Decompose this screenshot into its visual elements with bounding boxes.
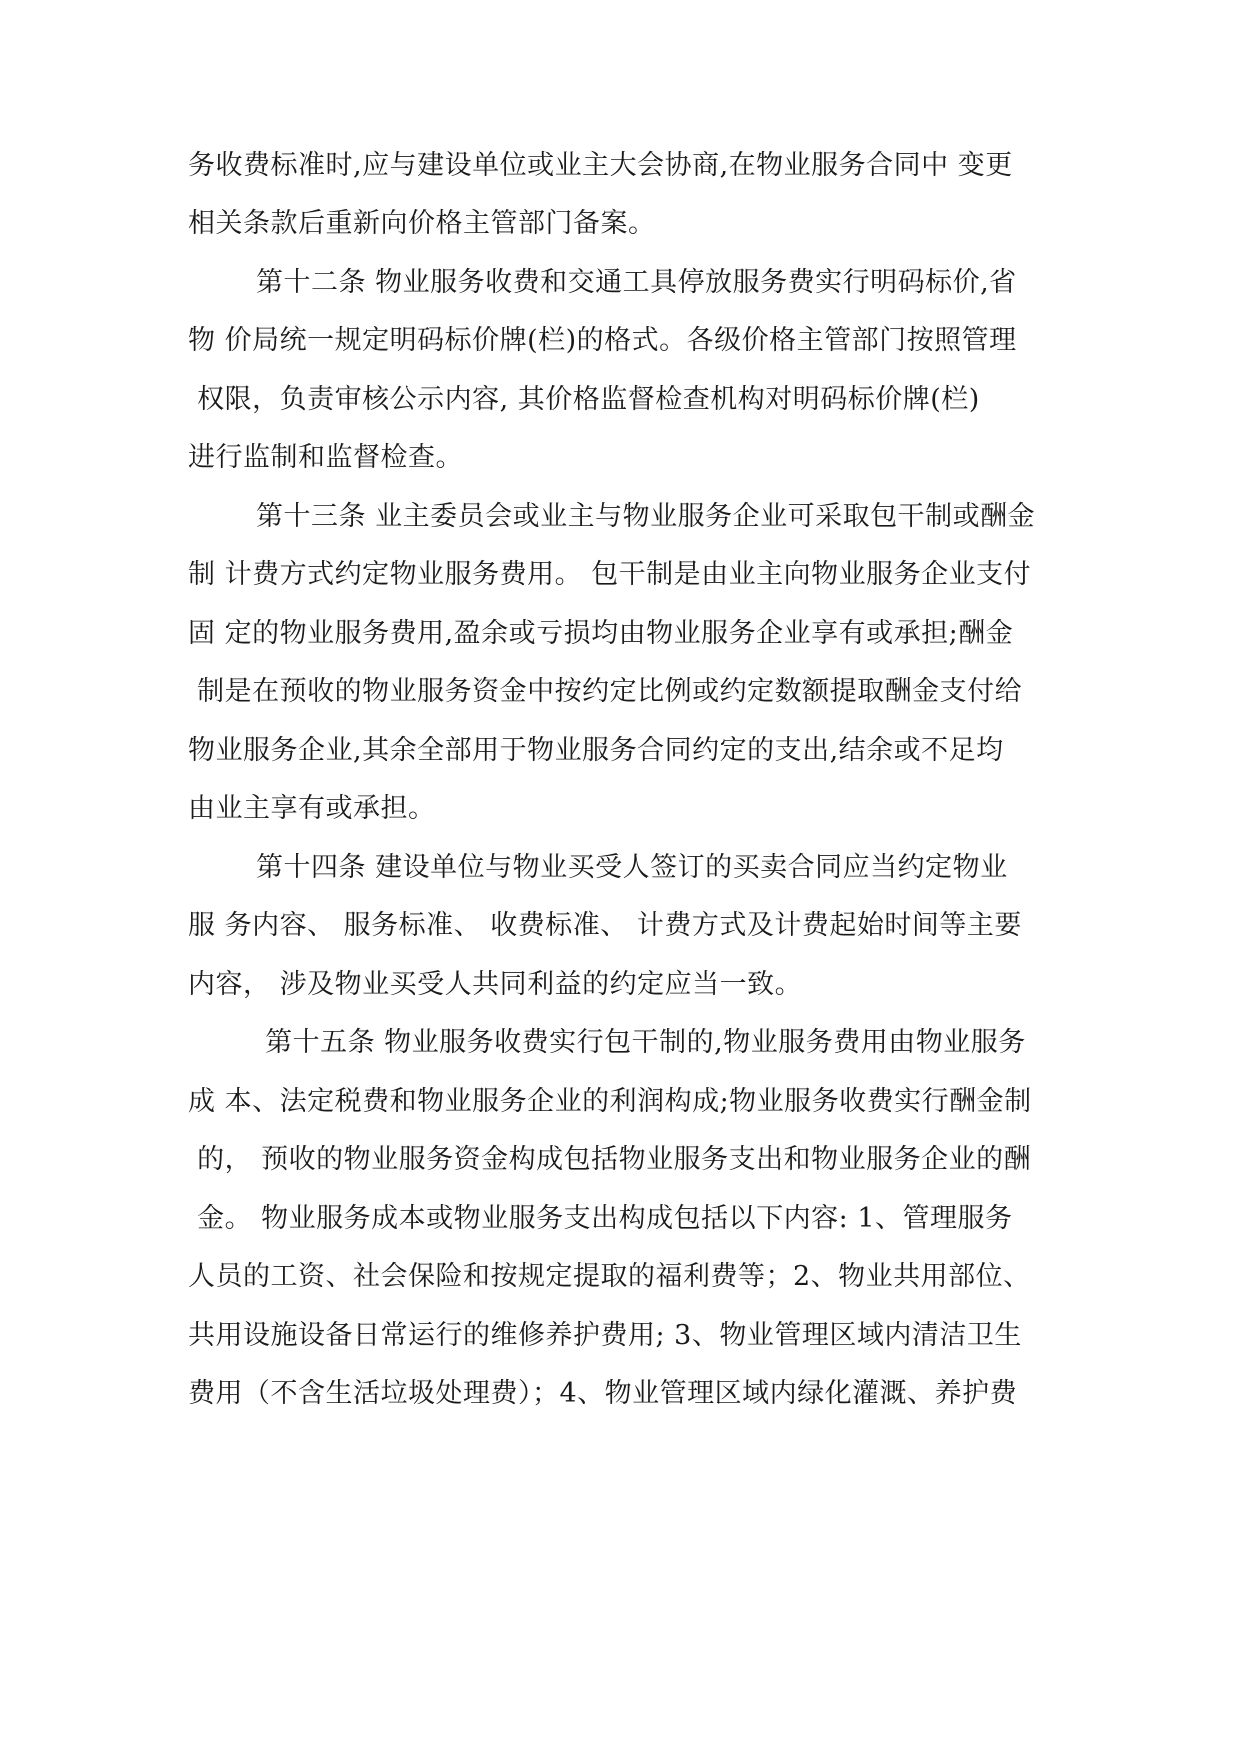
text-line-article-14: 第十四条 建设单位与物业买受人签订的买卖合同应当约定物业: [256, 852, 1008, 883]
text-line: 人员的工资、社会保险和按规定提取的福利费等；2、物业共用部位、: [188, 1261, 1031, 1292]
text-line-article-13: 第十三条 业主委员会或业主与物业服务企业可采取包干制或酬金: [256, 501, 1036, 532]
text-line: 由业主享有或承担。: [188, 793, 436, 824]
text-line: 制 计费方式约定物业服务费用。 包干制是由业主向物业服务企业支付: [188, 559, 1032, 590]
text-line: 制是在预收的物业服务资金中按约定比例或约定数额提取酬金支付给: [188, 676, 1023, 707]
text-line: 物 价局统一规定明码标价牌(栏)的格式。各级价格主管部门按照管理: [188, 325, 1017, 356]
text-line: 权限，负责审核公示内容, 其价格监督检查机构对明码标价牌(栏): [188, 384, 980, 415]
text-line: 内容， 涉及物业买受人共同利益的约定应当一致。: [188, 969, 803, 1000]
text-line: 费用（不含生活垃圾处理费）；4、物业管理区域内绿化灌溉、养护费: [188, 1378, 1018, 1409]
text-line: 成 本、法定税费和物业服务企业的利润构成;物业服务收费实行酬金制: [188, 1086, 1032, 1117]
text-line: 固 定的物业服务费用,盈余或亏损均由物业服务企业享有或承担;酬金: [188, 618, 1014, 649]
text-line: 物业服务企业,其余全部用于物业服务合同约定的支出,结余或不足均: [188, 735, 1004, 766]
text-line-article-12: 第十二条 物业服务收费和交通工具停放服务费实行明码标价,省: [256, 267, 1017, 298]
text-line: 共用设施设备日常运行的维修养护费用; 3、物业管理区域内清洁卫生: [188, 1320, 1022, 1351]
text-line: 进行监制和监督检查。: [188, 442, 463, 473]
text-line: 务收费标准时,应与建设单位或业主大会协商,在物业服务合同中 变更: [188, 150, 1013, 181]
text-line: 服 务内容、 服务标准、 收费标准、 计费方式及计费起始时间等主要: [188, 910, 1022, 941]
text-line-article-15: 第十五条 物业服务收费实行包干制的,物业服务费用由物业服务: [256, 1027, 1026, 1058]
text-line: 相关条款后重新向价格主管部门备案。: [188, 208, 656, 239]
text-line: 金。 物业服务成本或物业服务支出构成包括以下内容: 1、管理服务: [188, 1203, 1013, 1234]
text-line: 的， 预收的物业服务资金构成包括物业服务支出和物业服务企业的酬: [188, 1144, 1032, 1175]
